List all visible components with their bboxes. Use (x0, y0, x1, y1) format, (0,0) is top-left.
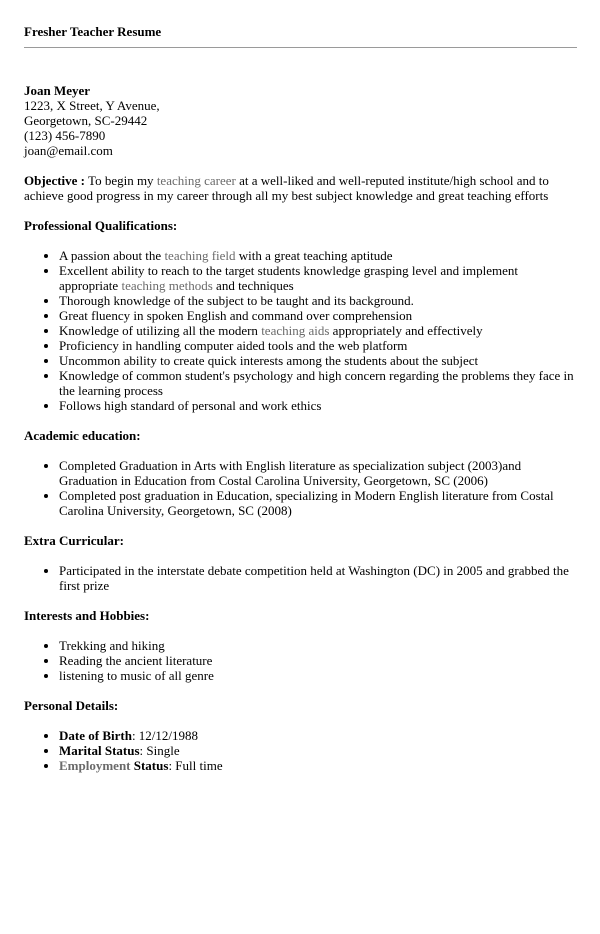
list-item (59, 743, 579, 758)
item-text: Knowledge of utilizing all the modern (59, 323, 262, 338)
email-address: joan@email.com (24, 143, 113, 158)
item-text: A passion about the (59, 248, 165, 263)
list-item (59, 323, 579, 338)
marital-status-value: : Single (139, 743, 180, 758)
academic-list (24, 458, 579, 518)
teaching-field-link[interactable]: teaching field (164, 248, 236, 263)
list-item: • Great fluency in spoken English and command over comprehension (59, 308, 579, 323)
list-item: • Participated in the interstate debate competition held at Washington (DC) in 2005 and grabbed the first prize (59, 563, 579, 593)
title-divider (24, 47, 577, 48)
item-text: and techniques (212, 278, 294, 293)
list-item: • Trekking and hiking (59, 638, 579, 653)
qualifications-heading: Professional Qualifications: (24, 218, 178, 233)
objective-label: Objective : (24, 173, 86, 188)
list-item: • Follows high standard of personal and work ethics (59, 398, 579, 413)
extra-curricular-list (24, 563, 579, 593)
list-item (59, 728, 579, 743)
item-text: Excellent ability to reach to the target students knowledge grasping level and implement appropriate (59, 263, 518, 293)
list-item: • Knowledge of common student's psychology and high concern regarding the problems they face in the learning process (59, 368, 579, 398)
list-item (59, 248, 579, 263)
academic-heading: Academic education: (24, 428, 141, 443)
extra-curricular-heading: Extra Curricular: (24, 533, 125, 548)
marital-status-label: Marital Status (59, 743, 140, 758)
employment-link[interactable]: Employment (59, 758, 131, 773)
employment-status-value: : Full time (168, 758, 223, 773)
list-item: • Proficiency in handling computer aided tools and the web platform (59, 338, 579, 353)
address-line-2: Georgetown, SC-29442 (24, 113, 148, 128)
hobbies-heading: Interests and Hobbies: (24, 608, 150, 623)
objective-text-before: To begin my (85, 173, 157, 188)
contact-block (24, 83, 600, 158)
address-line-1: 1223, X Street, Y Avenue, (24, 98, 160, 113)
list-item: • Reading the ancient literature (59, 653, 579, 668)
document-title: Fresher Teacher Resume (24, 24, 162, 39)
objective-text-after: at a well-liked and well-reputed institute/high school and to achieve good progress in my career through all my best subject knowledge and great teaching efforts (24, 173, 549, 203)
teaching-aids-link[interactable]: teaching aids (261, 323, 330, 338)
candidate-name: Joan Meyer (24, 83, 91, 98)
list-item: • Thorough knowledge of the subject to be taught and its background. (59, 293, 579, 308)
list-item: • Uncommon ability to create quick interests among the students about the subject (59, 353, 579, 368)
dob-label: Date of Birth (59, 728, 132, 743)
list-item: • listening to music of all genre (59, 668, 579, 683)
list-item (59, 758, 579, 773)
employment-status-label: Status (130, 758, 169, 773)
objective-paragraph (24, 173, 564, 203)
teaching-methods-link[interactable]: teaching methods (121, 278, 213, 293)
dob-value: : 12/12/1988 (131, 728, 199, 743)
personal-details-list (24, 728, 579, 773)
item-text: appropriately and effectively (329, 323, 483, 338)
item-text: with a great teaching aptitude (235, 248, 393, 263)
list-item: • Completed post graduation in Education, specializing in Modern English literature from Costal Carolina University, Georgetown, SC (2008) (59, 488, 579, 518)
hobbies-list (24, 638, 579, 683)
teaching-career-link[interactable]: teaching career (156, 173, 236, 188)
list-item: • Completed Graduation in Arts with English literature as specialization subject (2003)and Graduation in Education from Costal Carolina University, Georgetown, SC (2006) (59, 458, 579, 488)
phone-number: (123) 456-7890 (24, 128, 106, 143)
qualifications-list (24, 248, 579, 413)
personal-details-heading: Personal Details: (24, 698, 119, 713)
list-item (59, 263, 579, 293)
